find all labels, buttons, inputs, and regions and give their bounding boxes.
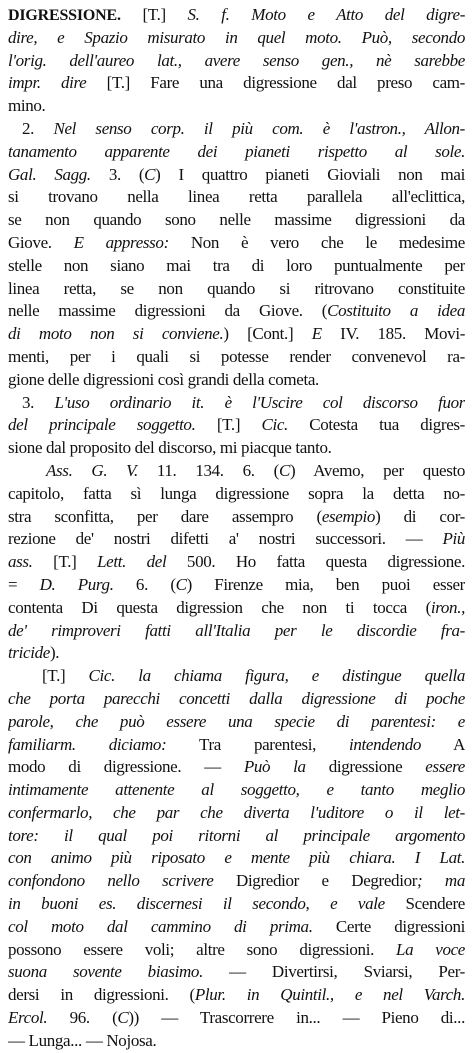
italic-text-run: Più bbox=[442, 529, 465, 549]
italic-text-run: del principale soggetto. bbox=[8, 415, 196, 435]
italic-text-run: intendendo bbox=[349, 734, 422, 754]
entry-line bbox=[8, 779, 465, 802]
text-run: dersi in digressioni. ( bbox=[8, 985, 195, 1005]
italic-text-run: tore: il qual poi ritorni al principale argomento bbox=[8, 825, 465, 845]
italic-text-run: tricide bbox=[8, 643, 50, 663]
italic-text-run: C bbox=[117, 1008, 129, 1028]
text-run: rezione de' nostri difetti a' nostri successori. — bbox=[8, 529, 443, 549]
text-run: Giove. bbox=[8, 232, 74, 252]
entry-line bbox=[8, 369, 465, 392]
italic-text-run: Ercol. bbox=[8, 1008, 48, 1028]
entry-line-sense-2 bbox=[8, 118, 465, 141]
entry-line bbox=[8, 164, 465, 187]
entry-line bbox=[8, 483, 465, 506]
text-run: Digredior e Degredior bbox=[213, 871, 418, 891]
italic-text-run: C bbox=[278, 460, 290, 480]
text-run: = bbox=[8, 574, 40, 594]
italic-text-run: ass. bbox=[8, 552, 33, 572]
italic-text-run: Nel senso corp. il più com. è l'astron., Allon- bbox=[53, 118, 465, 138]
text-run: ) Avemo, per questo bbox=[289, 460, 465, 480]
text-run: Certe digressioni bbox=[312, 916, 465, 936]
entry-line bbox=[8, 323, 465, 346]
text-run: stelle non siano mai tra di loro puntualmente per bbox=[8, 255, 465, 275]
italic-text-run: col moto dal cammino di prima. bbox=[8, 916, 313, 936]
italic-text-run: Costituito a idea bbox=[327, 301, 465, 321]
entry-line bbox=[8, 1007, 465, 1030]
entry-line bbox=[8, 802, 465, 825]
text-run: menti, per i quali si potesse render convenevol ra- bbox=[8, 346, 465, 366]
entry-line bbox=[8, 278, 465, 301]
text-run: digressione bbox=[305, 757, 426, 777]
entry-line bbox=[8, 893, 465, 916]
entry-line bbox=[8, 255, 465, 278]
entry-line bbox=[8, 346, 465, 369]
entry-line bbox=[8, 50, 465, 73]
italic-text-run: confermarlo, che par che diverta l'uditore o il let- bbox=[8, 802, 465, 822]
italic-text-run: iron., bbox=[430, 597, 465, 617]
text-run: A bbox=[421, 734, 465, 754]
text-run: ) di cor- bbox=[375, 506, 465, 526]
italic-text-run: suona sovente biasimo. bbox=[8, 962, 203, 982]
entry-line bbox=[8, 95, 465, 118]
entry-line bbox=[8, 437, 465, 460]
italic-text-run: che porta parecchi concetti dalla digressione di poche bbox=[8, 688, 465, 708]
headword: DIGRESSIONE. bbox=[8, 7, 121, 24]
text-run: 11. 134. 6. ( bbox=[137, 460, 279, 480]
italic-text-run: l'orig. dell'aureo lat., avere senso gen., nè sarebbe bbox=[8, 50, 465, 70]
italic-text-run: D. Purg. bbox=[39, 574, 114, 594]
text-run: Cotesta tua digres- bbox=[287, 415, 465, 435]
italic-text-run: confondono nello scrivere bbox=[8, 871, 214, 891]
entry-line bbox=[8, 209, 465, 232]
italic-text-run: con animo più riposato e mente più chiara. I Lat. bbox=[8, 848, 465, 868]
text-run: 6. ( bbox=[113, 574, 176, 594]
text-run: [T.] bbox=[42, 666, 89, 686]
italic-text-run: Cic. bbox=[261, 415, 288, 435]
text-run: 96. ( bbox=[47, 1008, 118, 1028]
italic-text-run: Moto e Atto del digre- bbox=[251, 5, 465, 24]
text-run bbox=[230, 5, 252, 24]
italic-text-run: Gal. Sagg. bbox=[8, 164, 91, 184]
text-run: [T.] bbox=[32, 552, 98, 572]
text-run: IV. 185. Movi- bbox=[321, 324, 465, 344]
italic-text-run: C bbox=[175, 574, 187, 594]
text-run: ) I quattro pianeti Gioviali non mai bbox=[155, 164, 465, 184]
entry-line bbox=[8, 414, 465, 437]
entry-line bbox=[8, 4, 465, 27]
italic-text-run: di moto non si conviene. bbox=[8, 324, 224, 344]
italic-text-run: C bbox=[144, 164, 156, 184]
entry-line bbox=[8, 232, 465, 255]
italic-text-run: Plur. in Quintil., e nel Varch. bbox=[194, 985, 465, 1005]
italic-text-run: E appresso: bbox=[73, 232, 169, 252]
text-run: — Divertirsi, Sviarsi, Per- bbox=[202, 962, 465, 982]
entry-line bbox=[8, 825, 465, 848]
italic-text-run: esempio bbox=[321, 506, 376, 526]
entry-line bbox=[8, 688, 465, 711]
entry-line-note bbox=[8, 665, 465, 688]
italic-text-run: de' rimproveri fatti all'Italia per le discordie fra- bbox=[8, 620, 465, 640]
entry-line bbox=[8, 734, 465, 757]
text-run: sione dal proposito del discorso, mi piacque tanto. bbox=[8, 438, 332, 458]
italic-text-run: La voce bbox=[395, 939, 465, 959]
text-run: — Lunga... — Nojosa. bbox=[8, 1030, 157, 1050]
entry-line bbox=[8, 984, 465, 1007]
text-run: )) — Trascorrere in... — Pieno di... bbox=[128, 1008, 465, 1028]
entry-line bbox=[8, 642, 465, 665]
text-run: 2. bbox=[22, 118, 54, 138]
text-run: [T.] bbox=[142, 5, 188, 24]
entry-line bbox=[8, 1030, 465, 1053]
italic-text-run: dire, e Spazio misurato in quel moto. Può, secondo bbox=[8, 27, 465, 47]
italic-text-run: Lett. del bbox=[97, 552, 167, 572]
text-run: linea retta, se non quando si ritrovano constituite bbox=[8, 278, 465, 298]
text-run: se non quando sono nelle massime digressioni da bbox=[8, 210, 465, 230]
text-run: 3. ( bbox=[90, 164, 145, 184]
italic-text-run: S. f. bbox=[187, 5, 230, 24]
dictionary-entry-digressione bbox=[8, 4, 465, 1053]
text-run: gione delle digressioni così grandi della cometa. bbox=[8, 369, 319, 389]
entry-line bbox=[8, 528, 465, 551]
text-run: contenta Di questa digression che non ti tocca ( bbox=[8, 597, 431, 617]
text-run: Scendere bbox=[384, 894, 465, 914]
entry-line bbox=[8, 620, 465, 643]
text-run: ) Firenze mia, ben puoi esser bbox=[186, 574, 465, 594]
entry-line bbox=[8, 756, 465, 779]
italic-text-run: E bbox=[311, 324, 322, 344]
entry-line bbox=[8, 551, 465, 574]
italic-text-run: Ass. G. V. bbox=[46, 460, 138, 480]
italic-text-run: impr. dire bbox=[8, 73, 87, 93]
italic-text-run: familiarm. diciamo: bbox=[8, 734, 167, 754]
entry-line bbox=[8, 27, 465, 50]
entry-line bbox=[8, 186, 465, 209]
entry-line bbox=[8, 300, 465, 323]
entry-line bbox=[8, 870, 465, 893]
italic-text-run: Può la bbox=[243, 757, 306, 777]
text-run: [T.] Fare una digressione dal preso cam- bbox=[86, 73, 465, 93]
entry-line bbox=[8, 72, 465, 95]
entry-line bbox=[8, 916, 465, 939]
entry-line bbox=[8, 711, 465, 734]
italic-text-run: Cic. la chiama figura, e distingue quella bbox=[88, 666, 465, 686]
italic-text-run: parole, che può essere una specie di parentesi: e bbox=[8, 711, 465, 731]
italic-text-run: essere bbox=[425, 757, 465, 777]
entry-line-citation bbox=[8, 460, 465, 483]
text-run: capitolo, fatta sì lunga digressione sopra la detta no- bbox=[8, 483, 465, 503]
text-run: stra sconfitta, per dare assempro ( bbox=[8, 506, 322, 526]
text-run: ) [Cont.] bbox=[223, 324, 312, 344]
text-run: ). bbox=[49, 643, 60, 663]
text-run: 500. Ho fatta questa digressione. bbox=[166, 552, 465, 572]
text-run: [T.] bbox=[195, 415, 262, 435]
entry-line bbox=[8, 574, 465, 597]
italic-text-run: L'uso ordinario it. è l'Uscire col discorso fuor bbox=[54, 392, 465, 412]
italic-text-run: ; ma bbox=[417, 871, 465, 891]
entry-line-sense-3 bbox=[8, 392, 465, 415]
entry-line bbox=[8, 847, 465, 870]
text-run: Tra parentesi, bbox=[166, 734, 350, 754]
entry-line bbox=[8, 506, 465, 529]
text-run: modo di digressione. — bbox=[8, 757, 244, 777]
entry-line bbox=[8, 939, 465, 962]
entry-line bbox=[8, 597, 465, 620]
text-run: Non è vero che le medesime bbox=[168, 232, 465, 252]
text-run: possono essere voli; altre sono digressioni. bbox=[8, 939, 396, 959]
text-run: 3. bbox=[22, 392, 55, 412]
text-run: si trovano nella linea retta parallela all'eclittica, bbox=[8, 187, 465, 207]
text-run: nelle massime digressioni da Giove. ( bbox=[8, 301, 328, 321]
italic-text-run: intimamente attenente al soggetto, e tanto meglio bbox=[8, 780, 465, 800]
italic-text-run: in buoni es. discernesi il secondo, e vale bbox=[8, 894, 385, 914]
entry-line bbox=[8, 141, 465, 164]
entry-line bbox=[8, 961, 465, 984]
italic-text-run: tanamento apparente dei pianeti rispetto al sole. bbox=[8, 141, 465, 161]
text-run: mino. bbox=[8, 96, 46, 116]
